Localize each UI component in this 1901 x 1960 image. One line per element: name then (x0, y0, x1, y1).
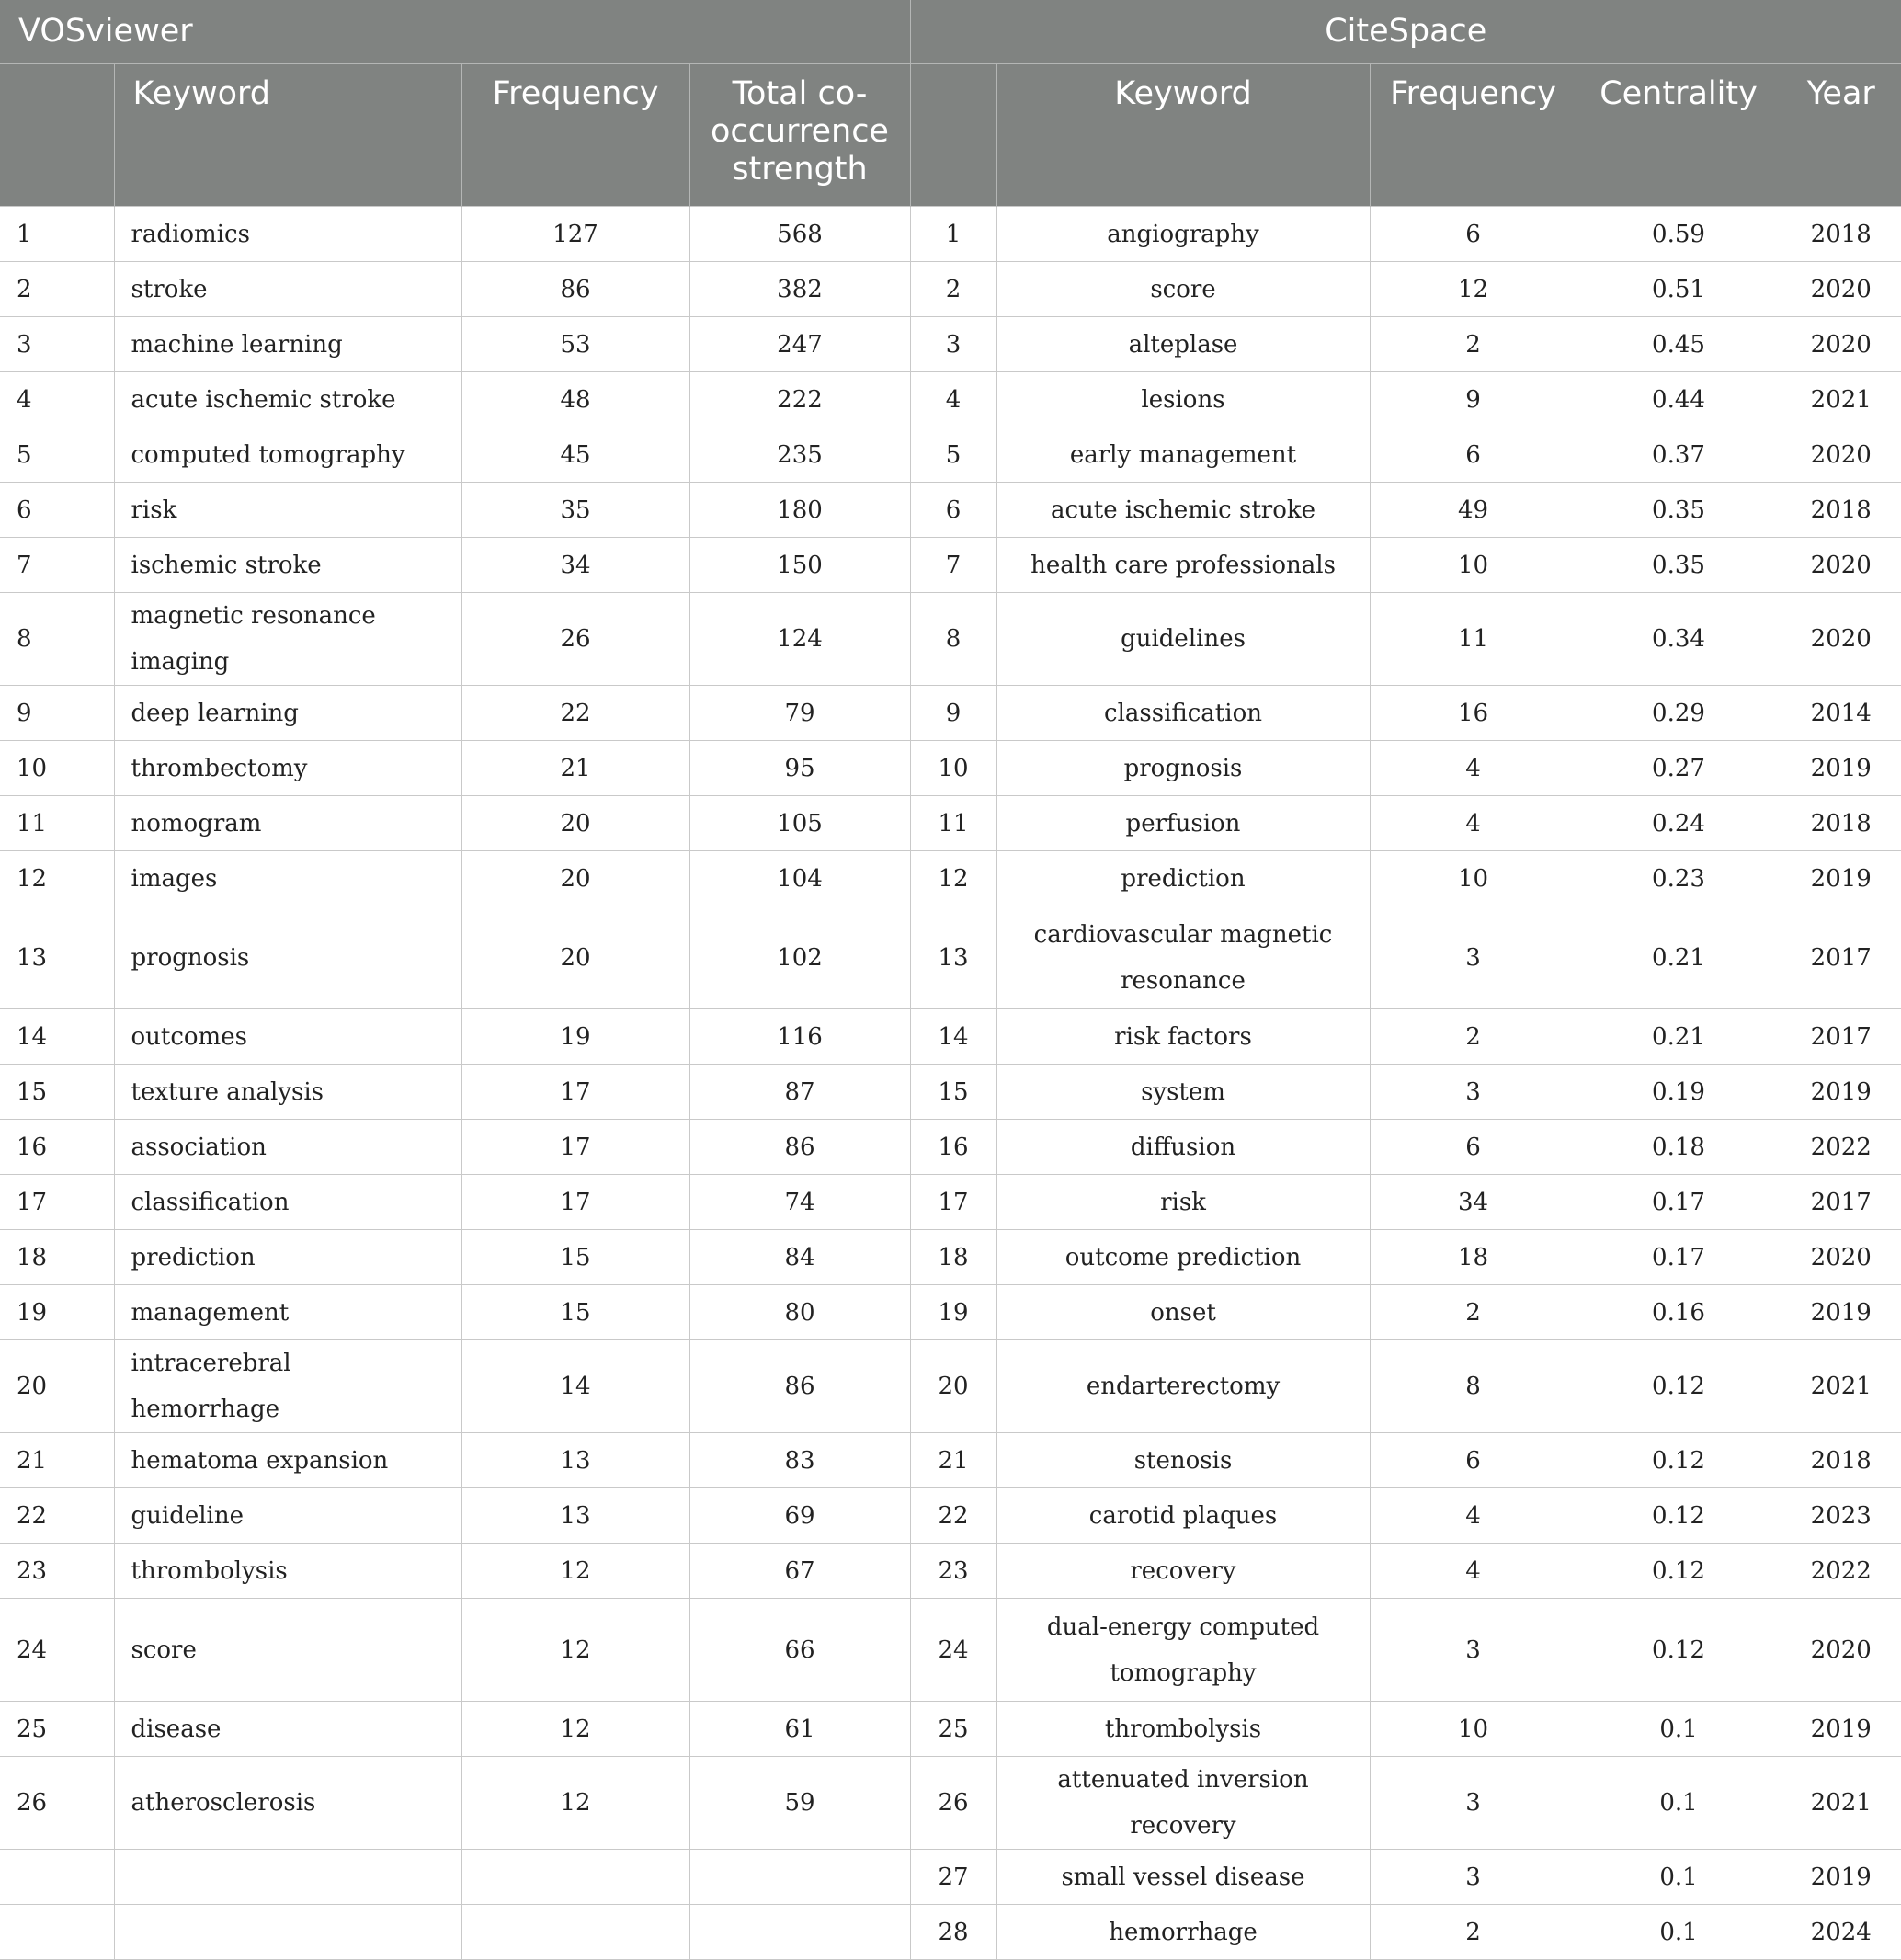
cite-frequency-cell: 3 (1370, 906, 1577, 1009)
vos-rank-cell: 6 (0, 483, 114, 538)
vos-rank-cell: 4 (0, 372, 114, 427)
vos-strength-cell: 61 (689, 1702, 910, 1757)
cite-keyword-cell: classification (996, 686, 1370, 741)
vos-strength-cell: 150 (689, 538, 910, 593)
cite-year-cell: 2018 (1781, 207, 1901, 262)
vos-strength-cell: 83 (689, 1433, 910, 1488)
vos-frequency-cell: 12 (461, 1702, 689, 1757)
vos-strength-cell: 102 (689, 906, 910, 1009)
cite-rank-cell: 23 (910, 1544, 996, 1599)
cite-year-cell: 2018 (1781, 483, 1901, 538)
cite-keyword-cell: onset (996, 1285, 1370, 1340)
cite-keyword-cell: cardiovascular magnetic resonance (996, 906, 1370, 1009)
cite-centrality-cell: 0.45 (1577, 317, 1781, 372)
table-row (0, 1433, 1901, 1488)
vos-frequency-cell: 86 (461, 262, 689, 317)
cite-centrality-cell: 0.12 (1577, 1340, 1781, 1433)
cite-keyword-cell: stenosis (996, 1433, 1370, 1488)
vos-frequency-cell: 21 (461, 741, 689, 796)
cite-keyword-cell: alteplase (996, 317, 1370, 372)
vos-frequency-cell: 20 (461, 851, 689, 906)
vos-keyword-cell: stroke (114, 262, 461, 317)
vos-keyword-cell (114, 1850, 461, 1905)
cite-rank-cell: 28 (910, 1905, 996, 1960)
vos-keyword-cell: prognosis (114, 906, 461, 1009)
cite-year-cell: 2020 (1781, 1230, 1901, 1285)
vos-frequency-cell: 127 (461, 207, 689, 262)
cite-rank-cell: 7 (910, 538, 996, 593)
table-row (0, 262, 1901, 317)
cite-year-cell: 2020 (1781, 262, 1901, 317)
vos-keyword-cell: texture analysis (114, 1065, 461, 1120)
cite-rank-cell: 4 (910, 372, 996, 427)
cite-year-cell: 2021 (1781, 1340, 1901, 1433)
cite-rank-cell: 16 (910, 1120, 996, 1175)
cite-centrality-cell: 0.1 (1577, 1850, 1781, 1905)
vos-rank-cell: 3 (0, 317, 114, 372)
cite-year-cell: 2020 (1781, 427, 1901, 483)
vos-strength-cell: 67 (689, 1544, 910, 1599)
cite-year-cell: 2021 (1781, 1757, 1901, 1850)
table-body (0, 207, 1901, 1960)
vos-rank-cell: 7 (0, 538, 114, 593)
cite-year-cell: 2020 (1781, 593, 1901, 686)
cite-centrality-cell: 0.12 (1577, 1599, 1781, 1702)
table-row (0, 1850, 1901, 1905)
table-row (0, 538, 1901, 593)
cite-frequency-cell: 3 (1370, 1065, 1577, 1120)
vos-strength-cell: 247 (689, 317, 910, 372)
cite-frequency-cell: 34 (1370, 1175, 1577, 1230)
cite-centrality-cell: 0.12 (1577, 1488, 1781, 1544)
cite-keyword-cell: thrombolysis (996, 1702, 1370, 1757)
cite-year-cell: 2024 (1781, 1905, 1901, 1960)
table-row (0, 207, 1901, 262)
vos-strength-cell: 74 (689, 1175, 910, 1230)
cite-year-cell: 2019 (1781, 1285, 1901, 1340)
vos-frequency-cell: 12 (461, 1544, 689, 1599)
cite-centrality-cell: 0.34 (1577, 593, 1781, 686)
table-row (0, 796, 1901, 851)
cite-centrality-cell: 0.44 (1577, 372, 1781, 427)
vos-keyword-cell: acute ischemic stroke (114, 372, 461, 427)
table-row (0, 1285, 1901, 1340)
cite-keyword-cell: endarterectomy (996, 1340, 1370, 1433)
cite-centrality-cell: 0.24 (1577, 796, 1781, 851)
cite-keyword-cell: dual-energy computed tomography (996, 1599, 1370, 1702)
cite-keyword-cell: angiography (996, 207, 1370, 262)
vos-frequency-cell: 17 (461, 1120, 689, 1175)
vosviewer-group-header: VOSviewer (0, 0, 910, 64)
vos-strength-cell: 116 (689, 1009, 910, 1065)
vos-keyword-cell: magnetic resonance imaging (114, 593, 461, 686)
table-row (0, 317, 1901, 372)
table-row (0, 906, 1901, 1009)
cite-frequency-cell: 6 (1370, 427, 1577, 483)
vos-rank-cell: 12 (0, 851, 114, 906)
vos-frequency-cell: 34 (461, 538, 689, 593)
vos-rank-cell: 9 (0, 686, 114, 741)
cite-frequency-cell: 3 (1370, 1850, 1577, 1905)
vos-strength-cell: 79 (689, 686, 910, 741)
vos-keyword-cell: ischemic stroke (114, 538, 461, 593)
vos-frequency-cell: 35 (461, 483, 689, 538)
vos-rank-cell: 24 (0, 1599, 114, 1702)
cite-keyword-header: Keyword (996, 64, 1370, 207)
table-row (0, 1488, 1901, 1544)
cite-centrality-cell: 0.19 (1577, 1065, 1781, 1120)
cite-keyword-cell: risk (996, 1175, 1370, 1230)
citespace-group-header: CiteSpace (910, 0, 1901, 64)
cite-centrality-cell: 0.17 (1577, 1175, 1781, 1230)
cite-year-header: Year (1781, 64, 1901, 207)
vos-strength-cell (689, 1850, 910, 1905)
table-row (0, 1120, 1901, 1175)
cite-year-cell: 2021 (1781, 372, 1901, 427)
table-row (0, 593, 1901, 686)
vos-keyword-cell: machine learning (114, 317, 461, 372)
vos-frequency-cell: 12 (461, 1757, 689, 1850)
cite-year-cell: 2020 (1781, 538, 1901, 593)
cite-frequency-cell: 10 (1370, 851, 1577, 906)
vos-strength-cell: 87 (689, 1065, 910, 1120)
table-row (0, 372, 1901, 427)
cite-keyword-cell: health care professionals (996, 538, 1370, 593)
cite-centrality-cell: 0.18 (1577, 1120, 1781, 1175)
cite-keyword-cell: lesions (996, 372, 1370, 427)
cite-year-cell: 2019 (1781, 1065, 1901, 1120)
table-row (0, 427, 1901, 483)
vos-keyword-cell: hematoma expansion (114, 1433, 461, 1488)
table-row (0, 1065, 1901, 1120)
cite-centrality-cell: 0.37 (1577, 427, 1781, 483)
vos-frequency-cell: 22 (461, 686, 689, 741)
cite-year-cell: 2022 (1781, 1544, 1901, 1599)
cite-rank-cell: 12 (910, 851, 996, 906)
cite-frequency-cell: 10 (1370, 1702, 1577, 1757)
vos-strength-cell: 382 (689, 262, 910, 317)
vos-frequency-cell: 53 (461, 317, 689, 372)
cite-frequency-cell: 49 (1370, 483, 1577, 538)
cite-keyword-cell: prediction (996, 851, 1370, 906)
cite-keyword-cell: score (996, 262, 1370, 317)
cite-centrality-cell: 0.12 (1577, 1433, 1781, 1488)
table-row (0, 1544, 1901, 1599)
cite-rank-cell: 21 (910, 1433, 996, 1488)
cite-frequency-cell: 6 (1370, 207, 1577, 262)
cite-frequency-cell: 4 (1370, 796, 1577, 851)
vos-strength-cell: 568 (689, 207, 910, 262)
cite-year-cell: 2017 (1781, 1175, 1901, 1230)
cite-keyword-cell: recovery (996, 1544, 1370, 1599)
vos-keyword-header: Keyword (114, 64, 461, 207)
vos-strength-cell: 84 (689, 1230, 910, 1285)
table-row (0, 1599, 1901, 1702)
cite-rank-cell: 5 (910, 427, 996, 483)
vos-keyword-cell: nomogram (114, 796, 461, 851)
table-row (0, 741, 1901, 796)
cite-frequency-cell: 2 (1370, 317, 1577, 372)
cite-frequency-cell: 2 (1370, 1285, 1577, 1340)
cite-frequency-cell: 2 (1370, 1009, 1577, 1065)
vos-frequency-cell: 20 (461, 906, 689, 1009)
cite-rank-cell: 19 (910, 1285, 996, 1340)
vos-strength-cell: 66 (689, 1599, 910, 1702)
cite-rank-cell: 27 (910, 1850, 996, 1905)
vos-strength-cell: 86 (689, 1120, 910, 1175)
cite-year-cell: 2019 (1781, 1850, 1901, 1905)
cite-keyword-cell: carotid plaques (996, 1488, 1370, 1544)
table-row (0, 686, 1901, 741)
cite-rank-cell: 1 (910, 207, 996, 262)
vos-keyword-cell: intracerebral hemorrhage (114, 1340, 461, 1433)
cite-centrality-cell: 0.21 (1577, 906, 1781, 1009)
vos-keyword-cell (114, 1905, 461, 1960)
cite-centrality-cell: 0.17 (1577, 1230, 1781, 1285)
vos-strength-cell: 86 (689, 1340, 910, 1433)
vos-keyword-cell: outcomes (114, 1009, 461, 1065)
cite-rank-cell: 26 (910, 1757, 996, 1850)
cite-rank-cell: 13 (910, 906, 996, 1009)
cite-centrality-header: Centrality (1577, 64, 1781, 207)
vos-keyword-cell: deep learning (114, 686, 461, 741)
vos-rank-cell: 26 (0, 1757, 114, 1850)
vos-strength-cell: 69 (689, 1488, 910, 1544)
vos-strength-cell: 180 (689, 483, 910, 538)
cite-frequency-cell: 12 (1370, 262, 1577, 317)
cite-rank-cell: 14 (910, 1009, 996, 1065)
cite-keyword-cell: attenuated inversion recovery (996, 1757, 1370, 1850)
cite-keyword-cell: risk factors (996, 1009, 1370, 1065)
cite-year-cell: 2019 (1781, 741, 1901, 796)
table-row (0, 483, 1901, 538)
vos-strength-cell (689, 1905, 910, 1960)
vos-rank-cell (0, 1850, 114, 1905)
cite-centrality-cell: 0.35 (1577, 538, 1781, 593)
cite-frequency-cell: 4 (1370, 1488, 1577, 1544)
cite-rank-cell: 3 (910, 317, 996, 372)
cite-rank-cell: 24 (910, 1599, 996, 1702)
vos-rank-cell: 25 (0, 1702, 114, 1757)
vos-strength-cell: 95 (689, 741, 910, 796)
cite-frequency-cell: 10 (1370, 538, 1577, 593)
vos-rank-cell: 21 (0, 1433, 114, 1488)
vos-keyword-cell: prediction (114, 1230, 461, 1285)
cite-year-cell: 2020 (1781, 317, 1901, 372)
vos-rank-cell: 2 (0, 262, 114, 317)
cite-frequency-cell: 11 (1370, 593, 1577, 686)
cite-rank-cell: 2 (910, 262, 996, 317)
vos-rank-cell: 8 (0, 593, 114, 686)
table-row (0, 851, 1901, 906)
vos-strength-cell: 80 (689, 1285, 910, 1340)
cite-frequency-cell: 9 (1370, 372, 1577, 427)
cite-year-cell: 2023 (1781, 1488, 1901, 1544)
cite-year-cell: 2022 (1781, 1120, 1901, 1175)
cite-frequency-cell: 4 (1370, 741, 1577, 796)
cite-rank-cell: 6 (910, 483, 996, 538)
table-row (0, 1009, 1901, 1065)
cite-frequency-cell: 6 (1370, 1433, 1577, 1488)
vos-keyword-cell: atherosclerosis (114, 1757, 461, 1850)
vos-rank-cell: 22 (0, 1488, 114, 1544)
cite-year-cell: 2014 (1781, 686, 1901, 741)
vos-rank-cell: 14 (0, 1009, 114, 1065)
vos-strength-header: Total co-occurrence strength (689, 64, 910, 207)
cite-rank-cell: 10 (910, 741, 996, 796)
cite-rank-cell: 22 (910, 1488, 996, 1544)
vos-rank-cell: 15 (0, 1065, 114, 1120)
vos-rank-cell: 5 (0, 427, 114, 483)
vos-rank-cell: 11 (0, 796, 114, 851)
cite-keyword-cell: system (996, 1065, 1370, 1120)
cite-centrality-cell: 0.1 (1577, 1702, 1781, 1757)
cite-centrality-cell: 0.21 (1577, 1009, 1781, 1065)
cite-centrality-cell: 0.27 (1577, 741, 1781, 796)
table-row (0, 1905, 1901, 1960)
cite-rank-cell: 15 (910, 1065, 996, 1120)
cite-year-cell: 2019 (1781, 851, 1901, 906)
vos-frequency-cell: 15 (461, 1285, 689, 1340)
vos-keyword-cell: management (114, 1285, 461, 1340)
vos-frequency-header: Frequency (461, 64, 689, 207)
cite-keyword-cell: guidelines (996, 593, 1370, 686)
cite-rank-cell: 17 (910, 1175, 996, 1230)
cite-centrality-cell: 0.1 (1577, 1905, 1781, 1960)
cite-year-cell: 2019 (1781, 1702, 1901, 1757)
cite-frequency-header: Frequency (1370, 64, 1577, 207)
cite-rank-cell: 20 (910, 1340, 996, 1433)
cite-frequency-cell: 2 (1370, 1905, 1577, 1960)
vos-frequency-cell: 12 (461, 1599, 689, 1702)
cite-frequency-cell: 3 (1370, 1599, 1577, 1702)
vos-frequency-cell: 13 (461, 1488, 689, 1544)
vos-frequency-cell: 13 (461, 1433, 689, 1488)
cite-centrality-cell: 0.1 (1577, 1757, 1781, 1850)
vos-rank-cell: 1 (0, 207, 114, 262)
vos-strength-cell: 105 (689, 796, 910, 851)
cite-centrality-cell: 0.16 (1577, 1285, 1781, 1340)
cite-year-cell: 2017 (1781, 906, 1901, 1009)
vos-rank-cell: 13 (0, 906, 114, 1009)
vos-keyword-cell: disease (114, 1702, 461, 1757)
cite-rank-cell: 25 (910, 1702, 996, 1757)
vos-strength-cell: 124 (689, 593, 910, 686)
vos-keyword-cell: association (114, 1120, 461, 1175)
vos-frequency-cell (461, 1905, 689, 1960)
table-row (0, 1757, 1901, 1850)
vos-frequency-cell: 19 (461, 1009, 689, 1065)
table-row (0, 1340, 1901, 1433)
cite-year-cell: 2020 (1781, 1599, 1901, 1702)
vos-keyword-cell: risk (114, 483, 461, 538)
vos-keyword-cell: thrombolysis (114, 1544, 461, 1599)
vos-rank-cell: 18 (0, 1230, 114, 1285)
cite-keyword-cell: perfusion (996, 796, 1370, 851)
vos-keyword-cell: computed tomography (114, 427, 461, 483)
cite-frequency-cell: 6 (1370, 1120, 1577, 1175)
vos-frequency-cell: 17 (461, 1175, 689, 1230)
cite-keyword-cell: prognosis (996, 741, 1370, 796)
cite-frequency-cell: 16 (1370, 686, 1577, 741)
cite-centrality-cell: 0.51 (1577, 262, 1781, 317)
cite-rank-cell: 9 (910, 686, 996, 741)
cite-rank-cell: 11 (910, 796, 996, 851)
cite-keyword-cell: small vessel disease (996, 1850, 1370, 1905)
cite-keyword-cell: hemorrhage (996, 1905, 1370, 1960)
vos-strength-cell: 222 (689, 372, 910, 427)
vos-rank-cell: 19 (0, 1285, 114, 1340)
cite-keyword-cell: early management (996, 427, 1370, 483)
vos-frequency-cell: 15 (461, 1230, 689, 1285)
vos-rank-header (0, 64, 114, 207)
vos-keyword-cell: guideline (114, 1488, 461, 1544)
vos-frequency-cell: 48 (461, 372, 689, 427)
cite-centrality-cell: 0.59 (1577, 207, 1781, 262)
table-row (0, 1230, 1901, 1285)
cite-keyword-cell: outcome prediction (996, 1230, 1370, 1285)
vos-strength-cell: 235 (689, 427, 910, 483)
vos-strength-cell: 59 (689, 1757, 910, 1850)
cite-frequency-cell: 3 (1370, 1757, 1577, 1850)
vos-frequency-cell: 17 (461, 1065, 689, 1120)
vos-frequency-cell: 45 (461, 427, 689, 483)
cite-centrality-cell: 0.35 (1577, 483, 1781, 538)
table-row (0, 1702, 1901, 1757)
cite-keyword-cell: acute ischemic stroke (996, 483, 1370, 538)
cite-frequency-cell: 18 (1370, 1230, 1577, 1285)
vos-keyword-cell: classification (114, 1175, 461, 1230)
cite-year-cell: 2018 (1781, 1433, 1901, 1488)
cite-rank-cell: 18 (910, 1230, 996, 1285)
vos-keyword-cell: images (114, 851, 461, 906)
cite-year-cell: 2017 (1781, 1009, 1901, 1065)
vos-rank-cell: 10 (0, 741, 114, 796)
cite-rank-header (910, 64, 996, 207)
cite-frequency-cell: 8 (1370, 1340, 1577, 1433)
vos-frequency-cell (461, 1850, 689, 1905)
vos-strength-cell: 104 (689, 851, 910, 906)
vos-frequency-cell: 14 (461, 1340, 689, 1433)
vos-rank-cell: 20 (0, 1340, 114, 1433)
vos-keyword-cell: radiomics (114, 207, 461, 262)
vos-rank-cell (0, 1905, 114, 1960)
vos-frequency-cell: 26 (461, 593, 689, 686)
vos-rank-cell: 17 (0, 1175, 114, 1230)
vos-rank-cell: 16 (0, 1120, 114, 1175)
cite-centrality-cell: 0.23 (1577, 851, 1781, 906)
vos-rank-cell: 23 (0, 1544, 114, 1599)
vos-keyword-cell: thrombectomy (114, 741, 461, 796)
cite-frequency-cell: 4 (1370, 1544, 1577, 1599)
cite-rank-cell: 8 (910, 593, 996, 686)
table-row (0, 1175, 1901, 1230)
cite-centrality-cell: 0.12 (1577, 1544, 1781, 1599)
cite-centrality-cell: 0.29 (1577, 686, 1781, 741)
vos-frequency-cell: 20 (461, 796, 689, 851)
vos-keyword-cell: score (114, 1599, 461, 1702)
cite-year-cell: 2018 (1781, 796, 1901, 851)
cite-keyword-cell: diffusion (996, 1120, 1370, 1175)
